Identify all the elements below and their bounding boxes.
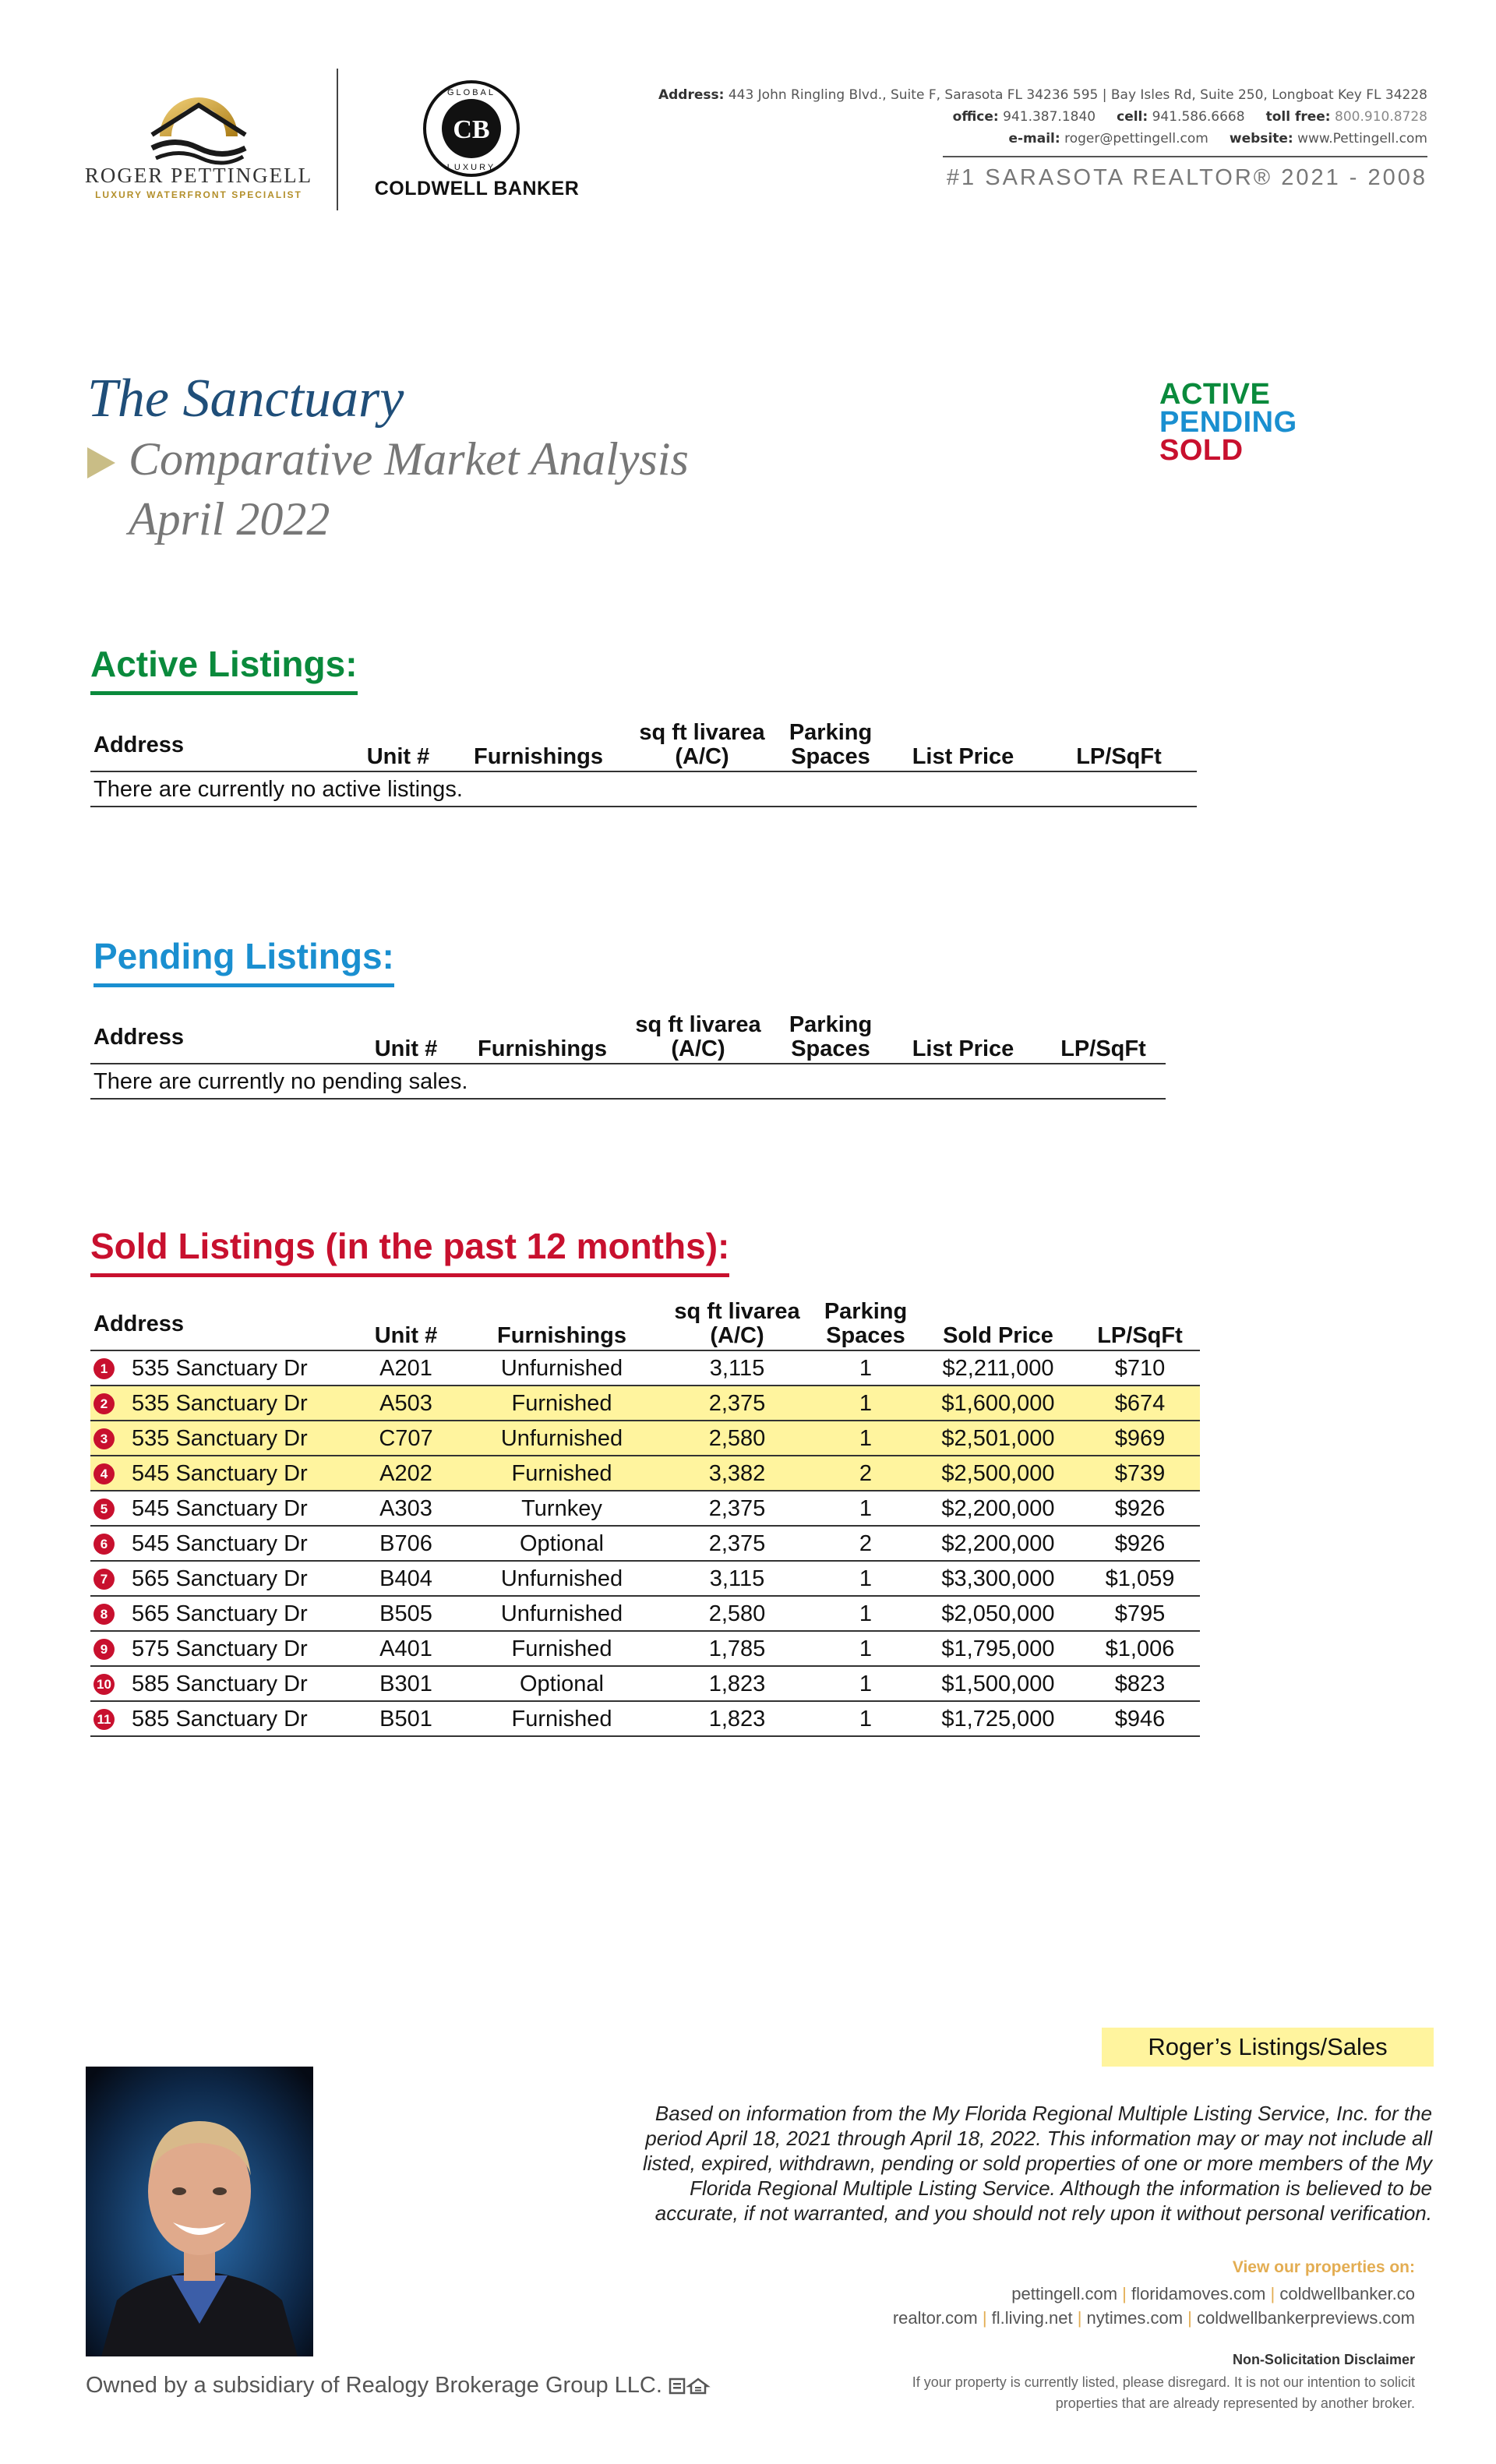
unit-cell: A401 xyxy=(348,1631,464,1666)
sqft-cell: 2,375 xyxy=(659,1491,815,1526)
sites-line-1: pettingell.com | floridamoves.com | coldwellbanker.co xyxy=(1011,2284,1415,2303)
sqft-cell: 1,823 xyxy=(659,1666,815,1701)
address-cell xyxy=(90,1561,348,1596)
sqft-cell: 1,785 xyxy=(659,1631,815,1666)
row-number-badge: 5 xyxy=(94,1499,115,1520)
sold-price-cell: $1,725,000 xyxy=(916,1701,1080,1736)
parking-cell: 1 xyxy=(815,1350,916,1386)
site-link[interactable]: fl.living.net xyxy=(991,2308,1073,2328)
pending-table xyxy=(90,1013,1166,1100)
address-cell xyxy=(90,1456,348,1491)
agent-photo xyxy=(86,2067,313,2356)
lp-sqft-cell: $674 xyxy=(1080,1386,1200,1421)
site-link[interactable]: nytimes.com xyxy=(1086,2308,1184,2328)
sold-row xyxy=(90,1421,1200,1456)
col-unit: Unit # xyxy=(348,1013,464,1064)
row-number-badge: 7 xyxy=(94,1569,115,1590)
furnishings-cell: Furnished xyxy=(464,1701,659,1736)
col-parking: Parking Spaces xyxy=(776,721,885,771)
sold-row xyxy=(90,1561,1200,1596)
ownership-notice xyxy=(86,2373,712,2399)
non-solicitation-title: Non-Solicitation Disclaimer xyxy=(1232,2352,1415,2367)
row-number-badge: 2 xyxy=(94,1393,115,1414)
furnishings-cell: Optional xyxy=(464,1526,659,1561)
active-empty-message: There are currently no active listings. xyxy=(90,771,1197,807)
col-address: Address xyxy=(90,721,348,771)
unit-cell: A202 xyxy=(348,1456,464,1491)
sold-row xyxy=(90,1456,1200,1491)
col-lp-sqft: LP/SqFt xyxy=(1041,1013,1166,1064)
address-text: 585 Sanctuary Dr xyxy=(132,1706,308,1732)
sold-price-cell: $2,501,000 xyxy=(916,1421,1080,1456)
site-link[interactable]: coldwellbankerpreviews.com xyxy=(1196,2308,1415,2328)
report-date: April 2022 xyxy=(129,493,330,545)
legend-active: ACTIVE xyxy=(1159,378,1271,411)
header-rule xyxy=(943,156,1427,157)
unit-cell: A303 xyxy=(348,1491,464,1526)
header-divider xyxy=(337,69,338,210)
rogers-listings-link[interactable]: Roger’s Listings/Sales xyxy=(1102,2028,1434,2067)
sqft-cell: 3,382 xyxy=(659,1456,815,1491)
address-text: 545 Sanctuary Dr xyxy=(132,1530,308,1556)
sqft-cell: 2,375 xyxy=(659,1526,815,1561)
sold-price-cell: $3,300,000 xyxy=(916,1561,1080,1596)
lp-sqft-cell: $823 xyxy=(1080,1666,1200,1701)
unit-cell: A503 xyxy=(348,1386,464,1421)
parking-cell: 1 xyxy=(815,1386,916,1421)
col-parking: Parking Spaces xyxy=(776,1013,885,1064)
address-cell xyxy=(90,1386,348,1421)
sold-table xyxy=(90,1300,1200,1737)
sqft-cell: 2,375 xyxy=(659,1386,815,1421)
address-cell xyxy=(90,1350,348,1386)
col-furnishings: Furnishings xyxy=(449,721,628,771)
sqft-cell: 3,115 xyxy=(659,1561,815,1596)
lp-sqft-cell: $739 xyxy=(1080,1456,1200,1491)
lp-sqft-cell: $1,006 xyxy=(1080,1631,1200,1666)
active-section xyxy=(90,643,358,695)
col-unit: Unit # xyxy=(348,1300,464,1350)
non-solicitation-text: If your property is currently listed, please disregard. It is not our intention to solicit properties that are already represented by another broker. xyxy=(912,2374,1415,2411)
col-price: List Price xyxy=(885,721,1041,771)
brokerage-name: COLDWELL BANKER xyxy=(374,178,580,199)
lp-sqft-cell: $946 xyxy=(1080,1701,1200,1736)
sold-price-cell: $2,200,000 xyxy=(916,1526,1080,1561)
email-link[interactable]: roger@pettingell.com xyxy=(1064,131,1208,146)
sold-price-cell: $2,050,000 xyxy=(916,1596,1080,1631)
address-cell xyxy=(90,1631,348,1666)
furnishings-cell: Furnished xyxy=(464,1631,659,1666)
sites-line-2: realtor.com | fl.living.net | nytimes.com | coldwellbankerpreviews.com xyxy=(892,2308,1415,2328)
realtor-rank: #1 SARASOTA REALTOR® 2021 - 2008 xyxy=(946,165,1427,190)
coldwell-banker-global-luxury-logo xyxy=(421,78,522,179)
unit-cell: B404 xyxy=(348,1561,464,1596)
parking-cell: 1 xyxy=(815,1631,916,1666)
col-address: Address xyxy=(90,1013,348,1064)
agent-name: ROGER PETTINGELL xyxy=(84,164,313,187)
col-parking: Parking Spaces xyxy=(815,1300,916,1350)
legend-pending: PENDING xyxy=(1159,406,1297,439)
parking-cell: 2 xyxy=(815,1526,916,1561)
address-text: 565 Sanctuary Dr xyxy=(132,1566,308,1591)
col-address: Address xyxy=(90,1300,348,1350)
unit-cell: B706 xyxy=(348,1526,464,1561)
website-link[interactable]: www.Pettingell.com xyxy=(1297,131,1427,146)
parking-cell: 1 xyxy=(815,1666,916,1701)
lp-sqft-cell: $926 xyxy=(1080,1526,1200,1561)
site-link[interactable]: pettingell.com xyxy=(1011,2284,1118,2303)
row-number-badge: 11 xyxy=(94,1709,115,1730)
parking-cell: 1 xyxy=(815,1701,916,1736)
address-text: 535 Sanctuary Dr xyxy=(132,1425,308,1451)
furnishings-cell: Furnished xyxy=(464,1386,659,1421)
site-link[interactable]: realtor.com xyxy=(892,2308,978,2328)
address-cell xyxy=(90,1666,348,1701)
parking-cell: 1 xyxy=(815,1421,916,1456)
col-sqft: sq ft livarea (A/C) xyxy=(620,1013,776,1064)
contact-block xyxy=(658,84,1427,150)
address-text: 535 Sanctuary Dr xyxy=(132,1355,308,1381)
sold-price-cell: $1,600,000 xyxy=(916,1386,1080,1421)
sold-row xyxy=(90,1350,1200,1386)
col-sqft: sq ft livarea (A/C) xyxy=(628,721,776,771)
equal-housing-icon xyxy=(669,2377,712,2395)
active-table xyxy=(90,721,1197,807)
cb-badge-bottom: LUXURY xyxy=(446,163,496,172)
address-text: 535 Sanctuary Dr xyxy=(132,1390,308,1416)
sqft-cell: 2,580 xyxy=(659,1421,815,1456)
address-text: 565 Sanctuary Dr xyxy=(132,1601,308,1626)
pending-empty-message: There are currently no pending sales. xyxy=(90,1064,1166,1099)
row-number-badge: 3 xyxy=(94,1428,115,1449)
sold-row xyxy=(90,1596,1200,1631)
sold-row xyxy=(90,1666,1200,1701)
sold-price-cell: $2,200,000 xyxy=(916,1491,1080,1526)
address-line: Address: 443 John Ringling Blvd., Suite F, Sarasota FL 34236 595 | Bay Isles Rd, Suite 250, Longboat Key FL 34228 xyxy=(658,87,1427,103)
row-number-badge: 9 xyxy=(94,1639,115,1660)
col-lp-sqft: LP/SqFt xyxy=(1041,721,1197,771)
unit-cell: A201 xyxy=(348,1350,464,1386)
sold-row xyxy=(90,1526,1200,1561)
website-list xyxy=(893,2282,1415,2330)
row-number-badge: 8 xyxy=(94,1604,115,1625)
pending-section xyxy=(94,935,394,987)
address-cell xyxy=(90,1596,348,1631)
furnishings-cell: Unfurnished xyxy=(464,1596,659,1631)
furnishings-cell: Furnished xyxy=(464,1456,659,1491)
parking-cell: 2 xyxy=(815,1456,916,1491)
triangle-bullet-icon xyxy=(87,447,115,478)
site-link[interactable]: floridamoves.com xyxy=(1131,2284,1266,2303)
sold-section xyxy=(90,1225,729,1277)
furnishings-cell: Turnkey xyxy=(464,1491,659,1526)
col-unit: Unit # xyxy=(348,721,449,771)
address-cell xyxy=(90,1701,348,1736)
lp-sqft-cell: $926 xyxy=(1080,1491,1200,1526)
col-furnishings: Furnishings xyxy=(464,1013,620,1064)
view-properties-label: View our properties on: xyxy=(1232,2258,1415,2276)
unit-cell: B501 xyxy=(348,1701,464,1736)
furnishings-cell: Unfurnished xyxy=(464,1421,659,1456)
address-text: 545 Sanctuary Dr xyxy=(132,1460,308,1486)
page-subtitle: Comparative Market Analysis xyxy=(129,433,689,485)
row-number-badge: 4 xyxy=(94,1463,115,1484)
sold-row xyxy=(90,1491,1200,1526)
furnishings-cell: Unfurnished xyxy=(464,1350,659,1386)
col-lp-sqft: LP/SqFt xyxy=(1080,1300,1200,1350)
row-number-badge: 1 xyxy=(94,1358,115,1379)
active-heading: Active Listings: xyxy=(90,643,358,695)
status-legend xyxy=(1159,378,1297,467)
sqft-cell: 1,823 xyxy=(659,1701,815,1736)
sold-price-cell: $2,500,000 xyxy=(916,1456,1080,1491)
furnishings-cell: Optional xyxy=(464,1666,659,1701)
cb-badge-mark: CB xyxy=(453,115,490,144)
unit-cell: B505 xyxy=(348,1596,464,1631)
sold-price-cell: $1,795,000 xyxy=(916,1631,1080,1666)
sold-price-cell: $2,211,000 xyxy=(916,1350,1080,1386)
sold-price-cell: $1,500,000 xyxy=(916,1666,1080,1701)
parking-cell: 1 xyxy=(815,1596,916,1631)
address-text: 575 Sanctuary Dr xyxy=(132,1636,308,1661)
parking-cell: 1 xyxy=(815,1491,916,1526)
pending-heading: Pending Listings: xyxy=(94,935,394,987)
address-text: 545 Sanctuary Dr xyxy=(132,1495,308,1521)
legend-sold: SOLD xyxy=(1159,434,1244,467)
unit-cell: C707 xyxy=(348,1421,464,1456)
lp-sqft-cell: $969 xyxy=(1080,1421,1200,1456)
sqft-cell: 3,115 xyxy=(659,1350,815,1386)
col-price: Sold Price xyxy=(916,1300,1080,1350)
row-number-badge: 10 xyxy=(94,1674,115,1695)
lp-sqft-cell: $710 xyxy=(1080,1350,1200,1386)
sold-row xyxy=(90,1701,1200,1736)
sold-heading: Sold Listings (in the past 12 months): xyxy=(90,1225,729,1277)
row-number-badge: 6 xyxy=(94,1534,115,1555)
active-table-header xyxy=(90,721,1197,771)
col-sqft: sq ft livarea (A/C) xyxy=(659,1300,815,1350)
ownership-text: Owned by a subsidiary of Realogy Brokerage Group LLC. xyxy=(86,2373,662,2398)
address-cell xyxy=(90,1526,348,1561)
sold-row xyxy=(90,1386,1200,1421)
unit-cell: B301 xyxy=(348,1666,464,1701)
cb-badge-top: GLOBAL xyxy=(446,88,496,97)
page-title: The Sanctuary xyxy=(87,369,404,429)
lp-sqft-cell: $1,059 xyxy=(1080,1561,1200,1596)
site-link[interactable]: coldwellbanker.co xyxy=(1279,2284,1415,2303)
col-price: List Price xyxy=(885,1013,1041,1064)
sold-row xyxy=(90,1631,1200,1666)
sqft-cell: 2,580 xyxy=(659,1596,815,1631)
address-cell xyxy=(90,1421,348,1456)
sold-table-header xyxy=(90,1300,1200,1350)
address-cell xyxy=(90,1491,348,1526)
furnishings-cell: Unfurnished xyxy=(464,1561,659,1596)
phone-line: office: 941.387.1840 cell: 941.586.6668 toll free: 800.910.8728 xyxy=(952,109,1427,125)
lp-sqft-cell: $795 xyxy=(1080,1596,1200,1631)
mls-disclaimer: Based on information from the My Florida Regional Multiple Listing Service, Inc. for the period April 18, 2021 through April 18, 2022. This information may or may not include all listed, expired, withdrawn, pending or sold properties of one or more members of the My Florida Regional Multiple Listing Service. Although the information is believed to be accurate, if not warranted, and you should not rely upon it without personal verification. xyxy=(642,2102,1432,2225)
parking-cell: 1 xyxy=(815,1561,916,1596)
pending-table-header xyxy=(90,1013,1166,1064)
col-furnishings: Furnishings xyxy=(464,1300,659,1350)
address-text: 585 Sanctuary Dr xyxy=(132,1671,308,1696)
agent-tagline: LUXURY WATERFRONT SPECIALIST xyxy=(95,189,302,200)
email-line: e-mail: roger@pettingell.com website: www.Pettingell.com xyxy=(1008,131,1427,146)
